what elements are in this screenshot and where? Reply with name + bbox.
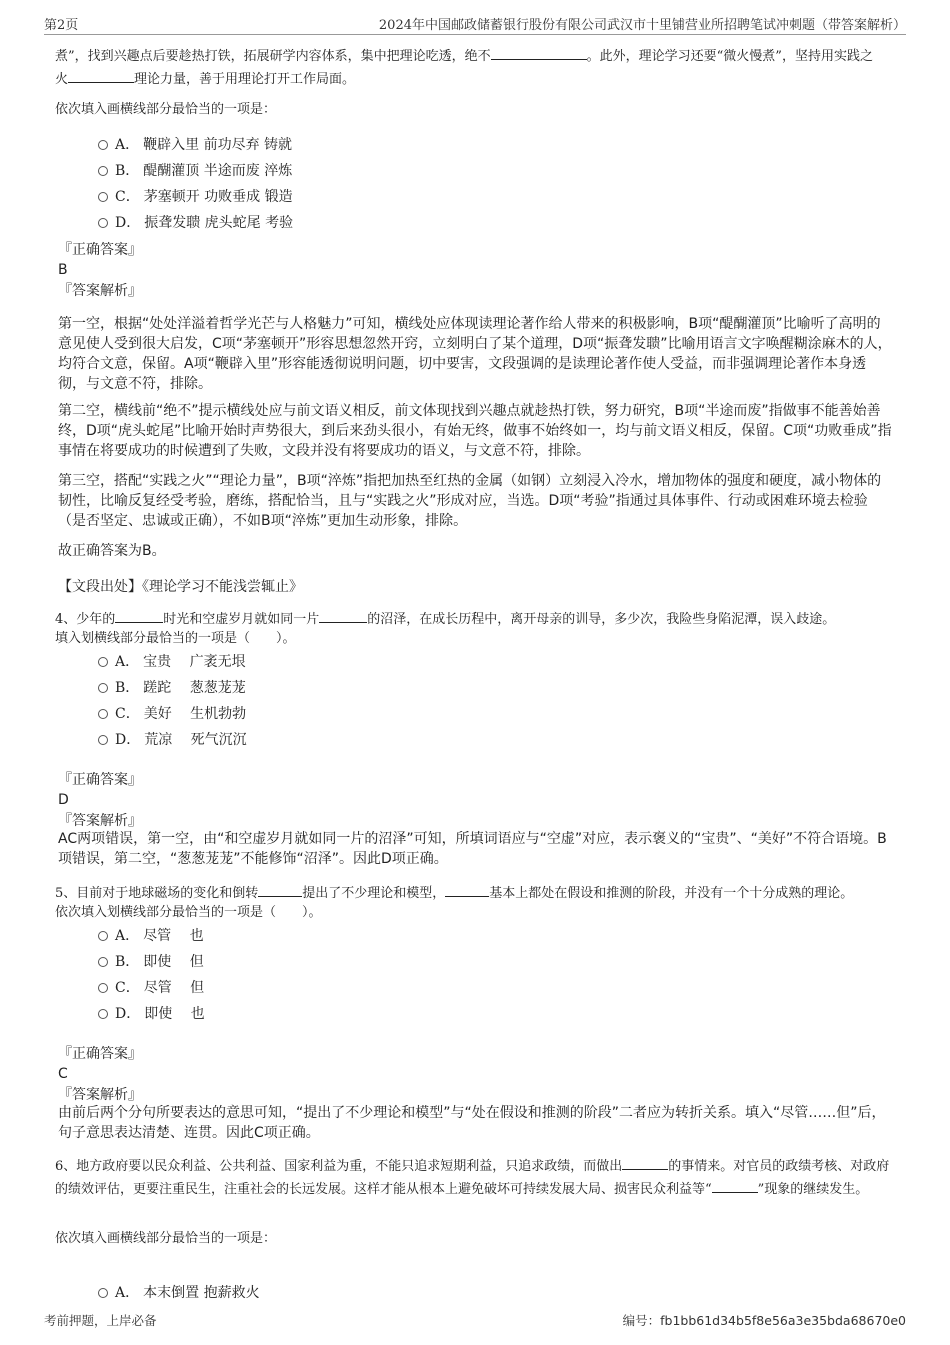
- q4-answer: D: [58, 792, 69, 808]
- q3-answer-label: 『正确答案』: [58, 242, 142, 258]
- q6-blank-1: [622, 1155, 668, 1170]
- q6-blank-2: [712, 1178, 758, 1193]
- radio-icon[interactable]: [98, 218, 108, 228]
- footer-slogan: 考前押题，上岸必备: [44, 1313, 157, 1328]
- q5-prompt: 依次填入划横线部分最恰当的一项是（ ）。: [55, 905, 322, 920]
- q4-option-b[interactable]: B． 蹉跎 葱葱茏茏: [98, 678, 246, 698]
- q4-analysis: AC两项错误，第一空，由“和空虚岁月就如同一片的沼泽”可知，所填词语应与“空虚”对应，表示褒义的“宝贵”、“美好”不符合语境。B项错误，第二空，“葱葱茏茏”不能修饰“沼泽”。因此D项正确。: [58, 831, 887, 867]
- q4-option-d[interactable]: D． 荒凉 死气沉沉: [98, 730, 247, 750]
- q4-blank-1: [115, 608, 163, 623]
- q3-analysis-para-2: 第二空，横线前“绝不”提示横线处应与前文语义相反，前文体现找到兴趣点就趁热打铁，努力研究，B项“半途而废”指做事不能善始善终，D项“虎头蛇尾”比喻开始时声势很大，到后来劲头很小，有始无终，做事不始终如一，均与前文语义相反，保留。C项“功败垂成”指事情在将要成功的时候遭到了失败，文段并没有将要成功的语义，与文意不符，排除。: [58, 403, 892, 459]
- document-title: 2024年中国邮政储蓄银行股份有限公司武汉市十里铺营业所招聘笔试冲刺题（带答案解析）: [378, 18, 906, 33]
- radio-icon[interactable]: [98, 140, 108, 150]
- radio-icon[interactable]: [98, 166, 108, 176]
- q5-analysis-label: 『答案解析』: [58, 1087, 142, 1103]
- q5-stem: 5、目前对于地球磁场的变化和倒转 提出了不少理论和模型， 基本上都处在假设和推测的阶段，并没有一个十分成熟的理论。: [55, 882, 900, 905]
- q3-conclusion: 故正确答案为B。: [58, 543, 166, 559]
- q4-option-c[interactable]: C． 美好 生机勃勃: [98, 704, 246, 724]
- header-divider: [44, 34, 906, 35]
- q5-option-b[interactable]: B． 即使 但: [98, 952, 204, 972]
- radio-icon[interactable]: [98, 735, 108, 745]
- radio-icon[interactable]: [98, 709, 108, 719]
- q4-option-a[interactable]: A． 宝贵 广袤无垠: [98, 652, 246, 672]
- footer-id: 编号：fb1bb61d34b5f8e56a3e35bda68670e0: [622, 1313, 906, 1328]
- q5-answer: C: [58, 1066, 68, 1082]
- q3-analysis-label: 『答案解析』: [58, 283, 142, 299]
- q3-option-a[interactable]: A． 鞭辟入里 前功尽弃 铸就: [98, 135, 292, 155]
- radio-icon[interactable]: [98, 683, 108, 693]
- q4-blank-2: [319, 608, 367, 623]
- q5-answer-label: 『正确答案』: [58, 1046, 142, 1062]
- q3-analysis-para-1: 第一空，根据“处处洋溢着哲学光芒与人格魅力”可知，横线处应体现读理论著作给人带来的积极影响，B项“醍醐灌顶”比喻听了高明的意见使人受到很大启发，C项“茅塞顿开”形容思想忽然开窍，立刻明白了某个道理，D项“振聋发聩”比喻用语言文字唤醒糊涂麻木的人，均符合文意，保留。A项“鞭辟入里”形容能透彻说明问题，切中要害，文段强调的是读理论著作使人受益，而非强调理论著作本身透彻，与文意不符，排除。: [58, 316, 892, 392]
- page-number: 第2页: [44, 18, 79, 33]
- q4-analysis-label: 『答案解析』: [58, 813, 142, 829]
- q3-analysis-para-3: 第三空，搭配“实践之火”“理论力量”，B项“淬炼”指把加热至红热的金属（如钢）立刻浸入冷水，增加物体的强度和硬度，减小物体的韧性，比喻反复经受考验，磨练，搭配恰当，且与“实践之火”形成对应，当选。D项“考验”指通过具体事件、行动或困难环境去检验（是否坚定、忠诚或正确），不如B项“淬炼”更加生动形象，排除。: [58, 473, 882, 529]
- radio-icon[interactable]: [98, 1009, 108, 1019]
- radio-icon[interactable]: [98, 957, 108, 967]
- radio-icon[interactable]: [98, 931, 108, 941]
- q3-source: 【文段出处】《理论学习不能浅尝辄止》: [58, 579, 303, 595]
- q4-prompt: 填入划横线部分最恰当的一项是（ ）。: [55, 631, 296, 646]
- q3-option-b[interactable]: B． 醍醐灌顶 半途而废 淬炼: [98, 161, 292, 181]
- q3-answer: B: [58, 262, 68, 278]
- q5-option-c[interactable]: C． 尽管 但: [98, 978, 204, 998]
- q5-blank-2: [445, 882, 489, 897]
- q3-prompt: 依次填入画横线部分最恰当的一项是：: [55, 102, 277, 117]
- radio-icon[interactable]: [98, 1288, 108, 1298]
- q4-answer-label: 『正确答案』: [58, 772, 142, 788]
- q5-blank-1: [258, 882, 302, 897]
- q3-blank-3: [68, 68, 134, 83]
- radio-icon[interactable]: [98, 657, 108, 667]
- q3-option-c[interactable]: C． 茅塞顿开 功败垂成 锻造: [98, 187, 293, 207]
- radio-icon[interactable]: [98, 192, 108, 202]
- q6-stem: 6、地方政府要以民众利益、公共利益、国家利益为重，不能只追求短期利益，只追求政绩，而做出 的事情来。对官员的政绩考核、对政府的绩效评估，更要注重民生，注重社会的长远发展。这样才能从根本上避免破坏可持续发展大局、损害民众利益等“ ”现象的继续发生。: [55, 1155, 900, 1201]
- radio-icon[interactable]: [98, 983, 108, 993]
- q5-option-a[interactable]: A． 尽管 也: [98, 926, 204, 946]
- q6-option-a[interactable]: A． 本末倒置 抱薪救火: [98, 1283, 260, 1303]
- q3-intro: 煮”，找到兴趣点后要趁热打铁，拓展研学内容体系，集中把理论吃透，绝不 。此外，理论学习还要“微火慢煮”，坚持用实践之 火 理论力量，善于用理论打开工作局面。: [55, 45, 900, 91]
- q6-prompt: 依次填入画横线部分最恰当的一项是：: [55, 1231, 277, 1246]
- q3-blank-2: [491, 45, 587, 60]
- q5-analysis: 由前后两个分句所要表达的意思可知，“提出了不少理论和模型”与“处在假设和推测的阶段”二者应为转折关系。填入“尽管……但”后，句子意思表达清楚、连贯。因此C项正确。: [58, 1105, 886, 1141]
- q3-option-d[interactable]: D． 振聋发聩 虎头蛇尾 考验: [98, 213, 293, 233]
- q5-option-d[interactable]: D． 即使 也: [98, 1004, 205, 1024]
- q4-stem: 4、少年的 时光和空虚岁月就如同一片 的沼泽，在成长历程中，离开母亲的训导，多少次，我险些身陷泥潭，误入歧途。: [55, 608, 900, 631]
